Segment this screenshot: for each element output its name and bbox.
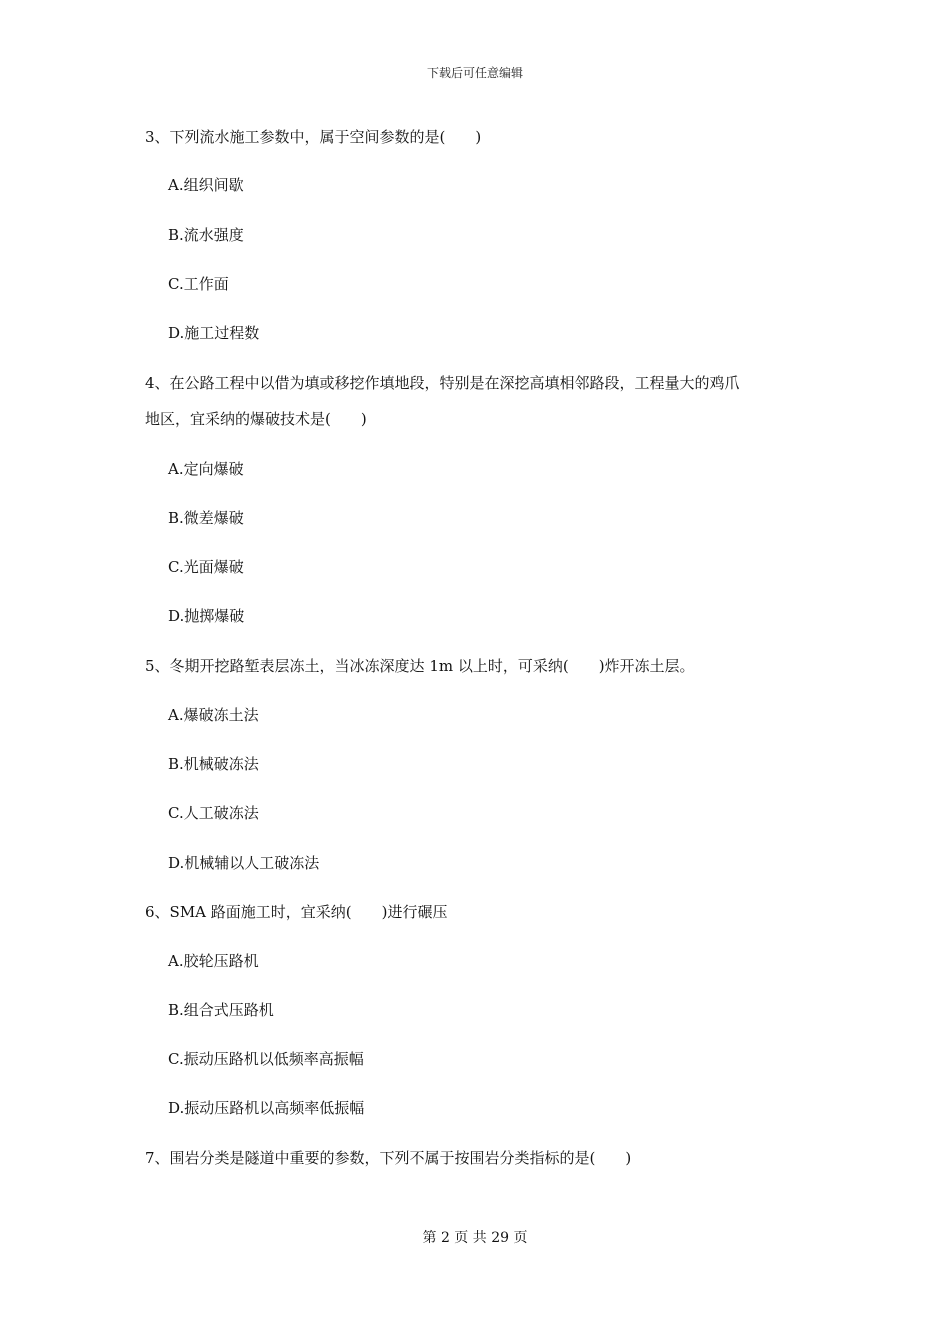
- option-d: D.施工过程数: [168, 324, 260, 342]
- option-c: C.振动压路机以低频率高振幅: [168, 1050, 364, 1068]
- option-d: D.振动压路机以高频率低振幅: [168, 1099, 365, 1117]
- option-b: B.组合式压路机: [168, 1001, 274, 1019]
- option-c: C.工作面: [168, 275, 229, 293]
- option-b: B.流水强度: [168, 226, 244, 244]
- option-a: A.胶轮压路机: [168, 952, 259, 970]
- question-stem: 7、围岩分类是隧道中重要的参数，下列不属于按围岩分类指标的是( ): [145, 1149, 632, 1167]
- question-stem: 3、下列流水施工参数中，属于空间参数的是( ): [145, 128, 482, 146]
- option-c: C.光面爆破: [168, 558, 244, 576]
- option-c: C.人工破冻法: [168, 804, 259, 822]
- question-stem: 6、SMA 路面施工时，宜采纳( )进行碾压: [145, 903, 448, 921]
- option-a: A.定向爆破: [168, 460, 244, 478]
- question-stem-continuation: 地区，宜采纳的爆破技术是( ): [145, 410, 367, 428]
- question-stem: 5、冬期开挖路堑表层冻土，当冰冻深度达 1m 以上时，可采纳( )炸开冻土层。: [145, 657, 695, 675]
- option-a: A.组织间歇: [168, 176, 244, 194]
- option-d: D.机械辅以人工破冻法: [168, 854, 320, 872]
- question-stem: 4、在公路工程中以借为填或移挖作填地段，特别是在深挖高填相邻路段，工程量大的鸡爪: [145, 374, 740, 392]
- option-b: B.机械破冻法: [168, 755, 259, 773]
- option-d: D.抛掷爆破: [168, 607, 245, 625]
- page-header: 下载后可任意编辑: [426, 66, 523, 80]
- option-a: A.爆破冻土法: [168, 706, 259, 724]
- option-b: B.微差爆破: [168, 509, 244, 527]
- page-footer: 第 2 页 共 29 页: [422, 1230, 528, 1246]
